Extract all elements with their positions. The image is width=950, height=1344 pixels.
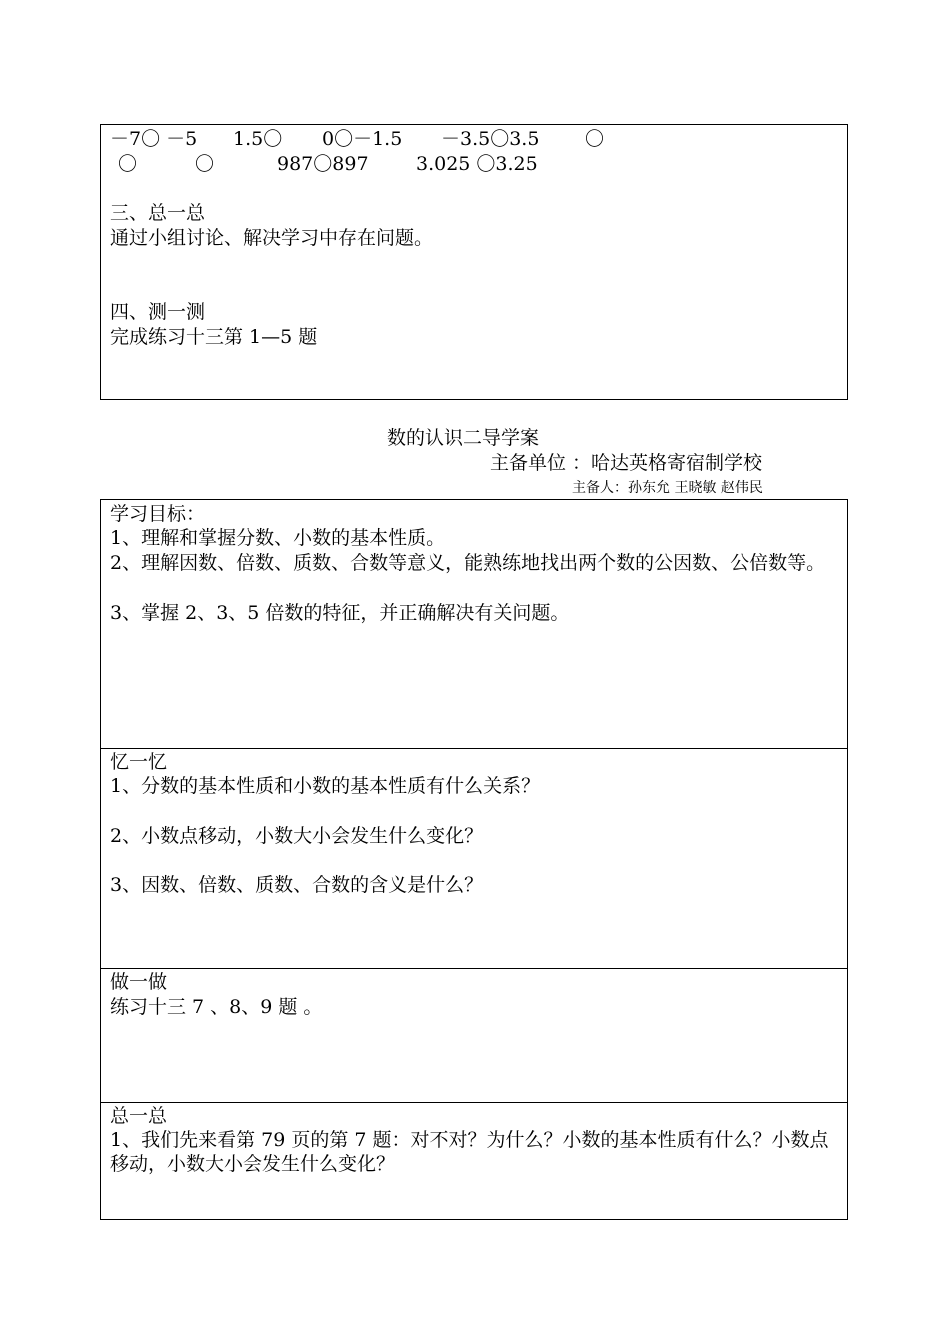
compare-row-1-item-3: 0〇－1.5 (322, 128, 403, 150)
goals-item-3: 3、掌握 2、3、5 倍数的特征，并正确解决有关问题。 (110, 602, 570, 624)
summary-heading: 总一总 (110, 1105, 168, 1127)
practice-heading: 做一做 (110, 971, 168, 993)
summary-heading-top: 三、总一总 (110, 202, 206, 224)
page-title: 数的认识二导学案 (387, 427, 540, 449)
test-heading: 四、测一测 (110, 301, 206, 323)
compare-row-2-item-4: 3.025 〇3.25 (416, 153, 538, 175)
compare-row-2-item-1: 〇 (118, 153, 138, 175)
practice-text: 练习十三 7 、8、9 题 。 (110, 996, 323, 1018)
goals-heading: 学习目标： (110, 503, 206, 525)
summary-text-top: 通过小组讨论、解决学习中存在问题。 (110, 227, 434, 249)
recall-question-1: 1、分数的基本性质和小数的基本性质有什么关系？ (110, 775, 541, 797)
row-divider-3 (100, 1102, 848, 1103)
row-divider-1 (100, 748, 848, 749)
goals-item-2: 2、理解因数、倍数、质数、合数等意义，能熟练地找出两个数的公因数、公倍数等。 (110, 552, 826, 574)
compare-row-1-item-2: 1.5〇 (233, 128, 283, 150)
preparers-label: 主备人：孙东允 王晓敏 赵伟民 (572, 480, 763, 496)
goals-item-1: 1、理解和掌握分数、小数的基本性质。 (110, 527, 446, 549)
row-divider-2 (100, 968, 848, 969)
recall-question-3: 3、因数、倍数、质数、合数的含义是什么？ (110, 874, 484, 896)
compare-row-1-item-4: －3.5〇3.5 (441, 128, 540, 150)
recall-question-2: 2、小数点移动，小数大小会发生什么变化？ (110, 825, 484, 847)
compare-row-1-item-1: －7〇 －5 (110, 128, 198, 150)
compare-row-2-item-2: 〇 (195, 153, 215, 175)
compare-row-1-item-5: 〇 (585, 128, 605, 150)
recall-heading: 忆一忆 (110, 751, 168, 773)
summary-text: 1、我们先来看第 79 页的第 7 题：对不对？为什么？小数的基本性质有什么？小数点移动，小数大小会发生什么变化？ (110, 1129, 829, 1175)
unit-label: 主备单位 ：哈达英格寄宿制学校 (490, 452, 763, 474)
test-text: 完成练习十三第 1—5 题 (110, 326, 318, 348)
compare-row-2-item-3: 987〇897 (277, 153, 369, 175)
